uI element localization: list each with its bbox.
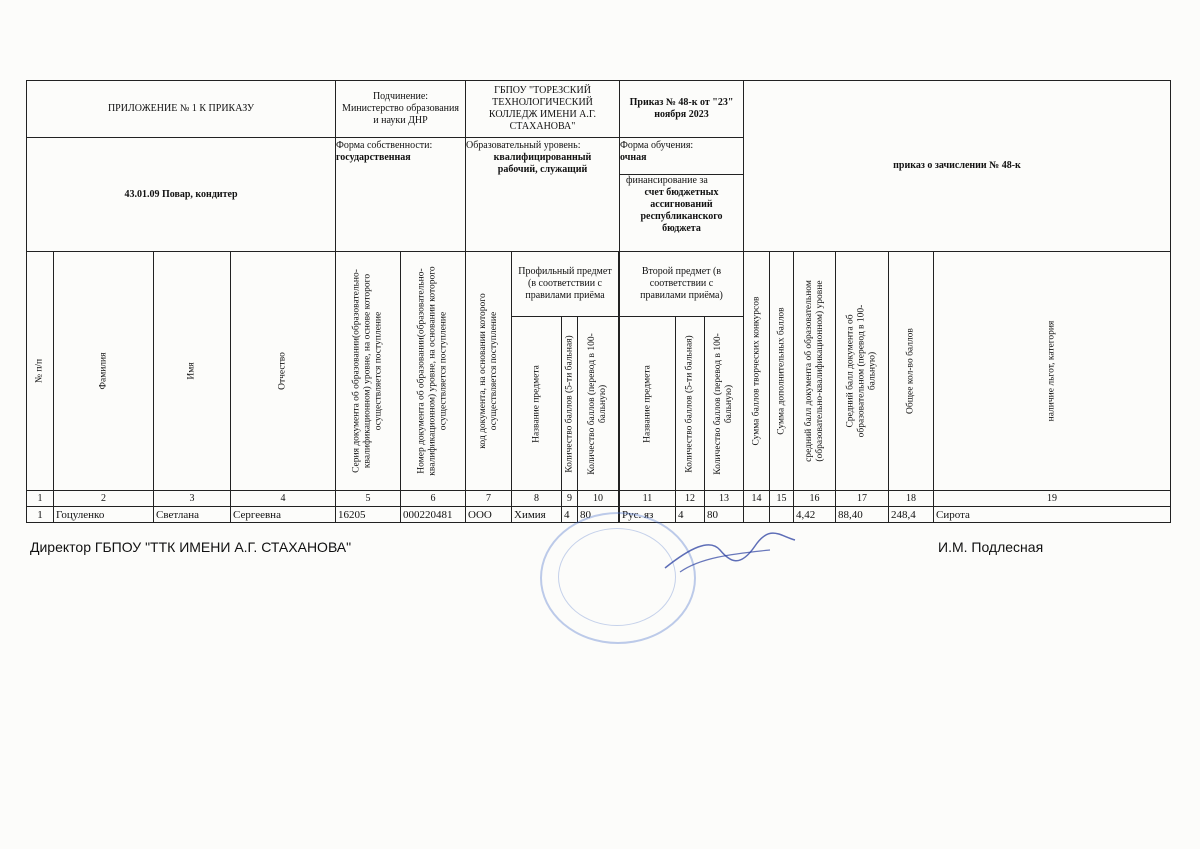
- col-group-second: Второй предмет (в соответствии с правилами приёма): [619, 251, 744, 317]
- col-header-avg100: Средний балл документа об образовательном (перевод в 100-бальную): [835, 251, 889, 491]
- level-cell: [465, 137, 620, 252]
- row-surname: Гоцуленко: [53, 506, 154, 523]
- funding-label: финансирование за: [626, 175, 708, 186]
- row-score100-1: 80: [577, 506, 619, 523]
- row-extra: [769, 506, 794, 523]
- order-number: Приказ № 48-к от "23" ноября 2023: [619, 80, 744, 138]
- col-header-score5-2: Количество баллов (5-ти бальная): [675, 316, 705, 491]
- col-number: 13: [704, 490, 744, 507]
- appendix-title: ПРИЛОЖЕНИЕ № 1 К ПРИКАЗУ: [26, 80, 336, 138]
- row-series: 16205: [335, 506, 401, 523]
- ownership-value: государственная: [336, 152, 411, 163]
- col-header-doc-number: Номер документа об образовании(образовательно-квалификационном) уровне, на основании которого осуществляется поступление: [400, 251, 466, 491]
- col-number: 12: [675, 490, 705, 507]
- row-score5-1: 4: [561, 506, 578, 523]
- ownership-cell: [335, 137, 466, 252]
- row-patronymic: Сергеевна: [230, 506, 336, 523]
- funding-value: счет бюджетных ассигнований республиканского бюджета: [640, 187, 723, 234]
- col-number: 7: [465, 490, 512, 507]
- row-doc-number: 000220481: [400, 506, 466, 523]
- study-form-cell: [619, 137, 744, 175]
- specialty: 43.01.09 Повар, кондитер: [26, 137, 336, 252]
- col-group-profile: Профильный предмет (в соответствии с правилами приёма: [511, 251, 619, 317]
- col-header-subject-name: Название предмета: [511, 316, 562, 491]
- col-header-total: Общее кол-во баллов: [888, 251, 934, 491]
- funding-cell: [619, 174, 744, 252]
- col-number: 17: [835, 490, 889, 507]
- row-avg: 4,42: [793, 506, 836, 523]
- row-num: 1: [26, 506, 54, 523]
- col-header-avg: средний балл документа об образовательном (образовательно-квалификационном) уровне: [793, 251, 836, 491]
- col-header-patronymic: Отчество: [230, 251, 336, 491]
- row-benefit: Сирота: [933, 506, 1171, 523]
- col-header-score100: Количество баллов (перевод в 100-бальную): [577, 316, 619, 491]
- col-number: 2: [53, 490, 154, 507]
- col-number: 5: [335, 490, 401, 507]
- col-header-score5: Количество баллов (5-ти бальная): [561, 316, 578, 491]
- col-number: 3: [153, 490, 231, 507]
- subordination: Подчинение: Министерство образования и науки ДНР: [335, 80, 466, 138]
- col-header-extra: Сумма дополнительных баллов: [769, 251, 794, 491]
- col-header-creative: Сумма баллов творческих конкурсов: [743, 251, 770, 491]
- col-number: 6: [400, 490, 466, 507]
- level-label: Образовательный уровень:: [466, 140, 581, 151]
- col-header-doc-code: код документа, на основании которого осуществляется поступление: [465, 251, 512, 491]
- col-header-name: Имя: [153, 251, 231, 491]
- signatory-name: И.М. Подлесная: [938, 539, 1044, 555]
- study-form-value: очная: [620, 152, 647, 163]
- row-subject2: Рус. яз: [619, 506, 676, 523]
- col-header-score100-2: Количество баллов (перевод в 100-бальную): [704, 316, 744, 491]
- row-name: Светлана: [153, 506, 231, 523]
- col-number: 19: [933, 490, 1171, 507]
- col-header-surname: Фамилия: [53, 251, 154, 491]
- study-form-label: Форма обучения:: [620, 140, 694, 151]
- col-number: 10: [577, 490, 619, 507]
- level-value: квалифицированный рабочий, служащий: [493, 152, 592, 175]
- col-number: 8: [511, 490, 562, 507]
- row-total: 248,4: [888, 506, 934, 523]
- col-number: 9: [561, 490, 578, 507]
- col-header-benefits: наличие льгот, категория: [933, 251, 1171, 491]
- col-number: 15: [769, 490, 794, 507]
- row-score100-2: 80: [704, 506, 744, 523]
- institution-name: ГБПОУ "ТОРЕЗСКИЙ ТЕХНОЛОГИЧЕСКИЙ КОЛЛЕДЖ ИМЕНИ А.Г. СТАХАНОВА": [465, 80, 620, 138]
- row-creative: [743, 506, 770, 523]
- col-number: 11: [619, 490, 676, 507]
- row-avg100: 88,40: [835, 506, 889, 523]
- ownership-label: Форма собственности:: [336, 140, 433, 151]
- col-number: 18: [888, 490, 934, 507]
- row-score5-2: 4: [675, 506, 705, 523]
- col-header-subject-name-2: Название предмета: [619, 316, 676, 491]
- col-number: 4: [230, 490, 336, 507]
- stamp-inner-ring: [558, 528, 676, 626]
- col-header-series: Серия документа об образовании(образовательно-квалификационном) уровне, на основе которого осуществляется поступление: [335, 251, 401, 491]
- enrollment-order: приказ о зачислении № 48-к: [743, 80, 1171, 252]
- col-number: 16: [793, 490, 836, 507]
- signature-mark: [660, 528, 800, 578]
- col-number: 1: [26, 490, 54, 507]
- row-subject1: Химия: [511, 506, 562, 523]
- director-title: Директор ГБПОУ "ТТК ИМЕНИ А.Г. СТАХАНОВА": [30, 539, 352, 555]
- col-header-num: № п/п: [26, 251, 54, 491]
- row-doc-code: ООО: [465, 506, 512, 523]
- col-number: 14: [743, 490, 770, 507]
